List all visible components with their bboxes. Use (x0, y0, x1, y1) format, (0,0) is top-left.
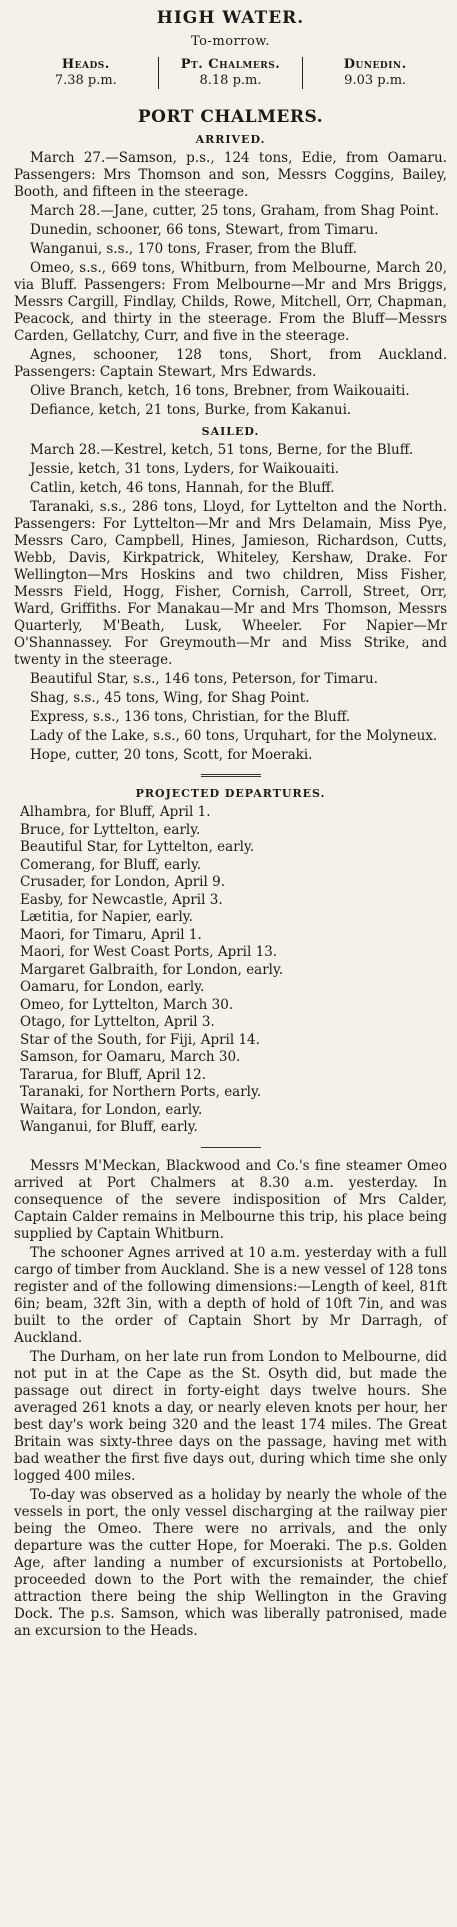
departure-item: Oamaru, for London, early. (20, 979, 205, 995)
departure-item: Alhambra, for Bluff, April 1. (20, 804, 211, 820)
arrival-entry: March 27.—Samson, p.s., 124 tons, Edie, from Oamaru. Passengers: Mrs Thomson and son, Messrs Coggins, Bailey, Booth, and fifteen in the steerage. (14, 150, 447, 200)
tide-port-chalmers (158, 57, 303, 89)
tide-time: 9.03 p.m. (344, 73, 407, 88)
departure-item: Maori, for West Coast Ports, April 13. (20, 944, 278, 960)
high-water-subtitle: To-morrow. (190, 34, 270, 49)
projected-departures-heading: PROJECTED DEPARTURES. (135, 787, 326, 800)
news-paragraph: The schooner Agnes arrived at 10 a.m. yesterday with a full cargo of timber from Auckland. She is a new vessel of 128 tons register and of the following dimensions:—Length of keel, 81ft 6in; beam, 32ft 3in, with a depth of hold of 10ft 7in, and was built to the order of Captain Short by Mr Darragh, of Auckland. (14, 1244, 447, 1346)
news-paragraph: The Durham, on her late run from London to Melbourne, did not put in at the Cape as the St. Osyth did, but made the passage out direct in forty-eight days twelve hours. She averaged 261 knots a day, or nearly eleven knots per hour, her best day's work being 320 and the least 174 miles. The Great Britain was sixty-three days on the passage, having met with bad weather the first five days out, during which time she only logged 400 miles. (14, 1348, 447, 1484)
arrived-list (14, 150, 447, 419)
sailing-entry: Shag, s.s., 45 tons, Wing, for Shag Point. (30, 690, 310, 706)
tide-place: Dunedin. (343, 57, 407, 72)
departure-item: Samson, for Oamaru, March 30. (20, 1049, 241, 1065)
departure-item: Lætitia, for Napier, early. (20, 909, 193, 925)
arrival-entry: Agnes, schooner, 128 tons, Short, from Auckland. Passengers: Captain Stewart, Mrs Edwards. (14, 347, 447, 380)
arrived-heading: ARRIVED. (195, 133, 266, 146)
tide-time: 8.18 p.m. (199, 73, 262, 88)
high-water-title: HIGH WATER. (156, 8, 305, 28)
departure-item: Crusader, for London, April 9. (20, 874, 225, 890)
departure-item: Omeo, for Lyttelton, March 30. (20, 996, 234, 1013)
sailing-entry: Taranaki, s.s., 286 tons, Lloyd, for Lyttelton and the North. Passengers: For Lyttelton—Mr and Mrs Delamain, Miss Pye, Messrs Caro, Campbell, Hines, Jamieson, Richardson, Cutts, Webb, Davis, Kirkpatrick, Whiteley, Kershaw, Drake. For Wellington—Mrs Hoskins and two children, Miss Fisher, Messrs Field, Hogg, Fisher, Cornish, Carroll, Street, Orr, Ward, Griffiths. For Manakau—Mr and Mrs Thomson, Messrs Quarterly, M'Beath, Lusk, Wheeler. For Napier—Mr O'Shannassey. For Greymouth—Mr and Miss Strike, and twenty in the steerage. (14, 499, 447, 668)
departure-item: Waitara, for London, early. (20, 1101, 203, 1118)
arrival-entry: Omeo, s.s., 669 tons, Whitburn, from Melbourne, March 20, via Bluff. Passengers: From Melbourne—Mr and Mrs Briggs, Messrs Cargill, Findlay, Childs, Rowe, Mitchell, Orr, Chapman, Peacock, and thirty in the steerage. From the Bluff—Messrs Carden, Gellatchy, Curr, and five in the steerage. (14, 260, 447, 344)
departure-item: Maori, for Timaru, April 1. (20, 926, 202, 943)
tide-place: Pt. Chalmers. (180, 57, 281, 72)
tide-dunedin (302, 57, 447, 89)
sailing-entry: Beautiful Star, s.s., 146 tons, Peterson, for Timaru. (30, 671, 378, 687)
tide-time: 7.38 p.m. (54, 73, 117, 88)
news-paragraph: Messrs M'Meckan, Blackwood and Co.'s fine steamer Omeo arrived at Port Chalmers at 8.30 a.m. yesterday. In consequence of the severe indisposition of Mrs Calder, Captain Calder remains in Melbourne this trip, his place being supplied by Captain Whitburn. (14, 1157, 447, 1242)
departure-item: Star of the South, for Fiji, April 14. (20, 1031, 260, 1048)
departure-item: Otago, for Lyttelton, April 3. (20, 1014, 215, 1030)
departure-item: Beautiful Star, for Lyttelton, early. (20, 839, 255, 855)
departure-item: Taranaki, for Northern Ports, early. (20, 1084, 262, 1100)
sailing-entry: Jessie, ketch, 31 tons, Lyders, for Waikouaiti. (30, 461, 340, 477)
arrival-entry: Defiance, ketch, 21 tons, Burke, from Kakanui. (30, 402, 352, 418)
section-divider (201, 774, 261, 777)
departure-item: Comerang, for Bluff, early. (20, 856, 202, 873)
departure-item: Wanganui, for Bluff, early. (20, 1119, 198, 1135)
sailing-entry: Lady of the Lake, s.s., 60 tons, Urquhart, for the Molyneux. (30, 728, 438, 744)
sailing-entry: Hope, cutter, 20 tons, Scott, for Moeraki. (30, 747, 313, 763)
tide-table (14, 57, 447, 89)
arrival-entry: March 28.—Jane, cutter, 25 tons, Graham, from Shag Point. (30, 203, 439, 219)
departure-item: Bruce, for Lyttelton, early. (20, 821, 201, 838)
shipping-news (14, 1158, 447, 1640)
sailed-heading: SAILED. (201, 425, 260, 438)
sailing-entry: Catlin, ketch, 46 tons, Hannah, for the Bluff. (30, 480, 335, 496)
departure-item: Margaret Galbraith, for London, early. (20, 961, 284, 978)
arrival-entry: Olive Branch, ketch, 16 tons, Brebner, from Waikouaiti. (30, 383, 410, 399)
departures-list (14, 804, 447, 1137)
sailing-entry: Express, s.s., 136 tons, Christian, for the Bluff. (30, 709, 351, 725)
news-paragraph: To-day was observed as a holiday by nearly the whole of the vessels in port, the only vessel discharging at the railway pier being the Omeo. There were no arrivals, and the only departure was the cutter Hope, for Moeraki. The p.s. Golden Age, after landing a number of excursionists at Portobello, proceeded down to the Port with the remainder, the chief attraction there being the ship Wellington in the Graving Dock. The p.s. Samson, which was liberally patronised, made an excursion to the Heads. (14, 1486, 447, 1639)
arrival-entry: Wanganui, s.s., 170 tons, Fraser, from the Bluff. (30, 241, 358, 257)
arrival-entry: Dunedin, schooner, 66 tons, Stewart, from Timaru. (30, 222, 379, 238)
tide-heads (14, 57, 158, 89)
departure-item: Easby, for Newcastle, April 3. (20, 891, 223, 908)
sailed-list (14, 442, 447, 764)
port-chalmers-title: PORT CHALMERS. (137, 107, 324, 127)
sailing-entry: March 28.—Kestrel, ketch, 51 tons, Berne, for the Bluff. (30, 442, 414, 458)
section-divider (201, 1147, 261, 1148)
departure-item: Tararua, for Bluff, April 12. (20, 1066, 207, 1083)
tide-place: Heads. (61, 57, 110, 72)
